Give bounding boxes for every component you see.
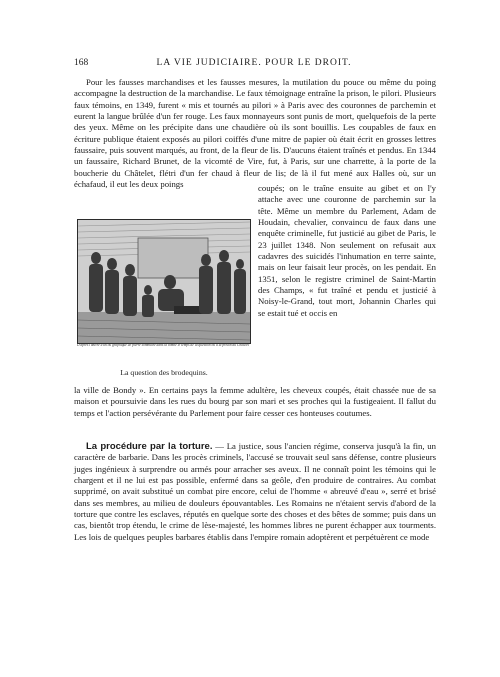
top-text-block: [74, 77, 436, 190]
text-beside-figure: [258, 183, 436, 319]
section-body: — La justice, sous l'ancien régime, conserva jusqu'à la fin, un caractère de barbarie. Dans les procès criminels, l'accusé se trouvait seul sans défense, contre plusieurs juges ingénieux à surprendre ou armés pour arracher ses aveux. Il ne connaît point les témoins qui le chargent et il ne lui est pas possible, enfermé dans sa geôle, d'en produire de contraires. Au combat supprimé, on avait substitué un combat pire encore, celui de l'homme « abreuvé d'eau », serré et brisé dans ses membres, au milieu de douleurs épouvantables. Les Romains ne n'étaient servis d'abord de la torture que contre les esclaves, réputés en quelque sorte des choses et des bêtes de somme; puis dans un cas, bientôt trop étendu, le crime de lèse-majesté, les hommes libres ne purent échapper aux tourments. Les lois de quelques peuples barbares établis dans l'empire romain adoptèrent et perpétuèrent ce mode: [74, 441, 436, 542]
section-heading: La procédure par la torture.: [86, 441, 213, 452]
figure-caption: La question des brodequins.: [120, 368, 208, 377]
paragraph-continuation: coupés; on le traîne ensuite au gibet et on l'y attache avec une couronne de parchemin sur la tête. Même un membre du Parlement, Adam de Houdain, chevalier, convaincu de faux dans une enquête criminelle, fut justicié au gibet de Paris, le 23 juillet 1348. Non seulement on refusait aux cadavres des suicidés l'inhumation en terre sainte, mais on leur faisait leur procès, on les pendait. En 1351, selon le registre criminel de Saint-Martin des Champs, « fut traîné et pendu et justicié à Noisy-le-Grand, tout mort, Johannin Charles qui se estait tué et occis en: [258, 183, 436, 318]
torture-section: [74, 441, 436, 543]
paragraph-continuation: la ville de Bondy ». En certains pays la femme adultère, les cheveux coupés, était chassée nue de sa maison et poursuivie dans les rues du bourg par son mari et ses proches qui la fustigeaient. Il fallut du temps et l'action persévérante du Parlement pour faire cesser ces honteuses coutumes.: [74, 385, 436, 418]
page-header: [74, 58, 434, 70]
page-number: 168: [74, 58, 89, 68]
figure-credit: D'après l'œuvre d'un ou graphique de pierre sommaire dans la tombe le temps de la question ou à la prison du Châtelet: [77, 343, 250, 347]
text-after-figure: [74, 385, 436, 419]
engraving-illustration: [77, 219, 251, 344]
torture-scene-engraving: [78, 220, 250, 343]
running-title: LA VIE JUDICIAIRE. POUR LE DROIT.: [156, 58, 352, 68]
paragraph: Pour les fausses marchandises et les fausses mesures, la mutilation du pouce ou même du poing accompagne la destruction de la marchandise. Le faux témoignage entraîne la prison, le pilori. Plusieurs faux témoins, en 1349, furent « mis et tournés au pilori » à Paris avec des couronnes de parchemin et eurent la langue brûlée d'un fer rouge. Les faux monnayeurs sont punis de mort, quelquefois de la perte des yeux. Même on les précipite dans une chaudière où ils sont bouillis. Les coupables de faux en écriture publique étaient exposés au pilori coiffés d'une mitre de papier où était écrit en grosses lettres faussaire, puis souvent marqués, au front, de la fleur de lis. D'aucuns étaient traînés et pendus. En 1344 un faussaire, Richard Brunet, de la vicomté de Vire, fut, à Paris, sur une charrette, à la porte de la boucherie du Châtelet, flétri d'un fer chaud à fleur de lis; de là il fut mené aux Halles où, sur un échafaud, il eut les deux poings: [74, 77, 436, 190]
section-paragraph: [74, 441, 436, 543]
